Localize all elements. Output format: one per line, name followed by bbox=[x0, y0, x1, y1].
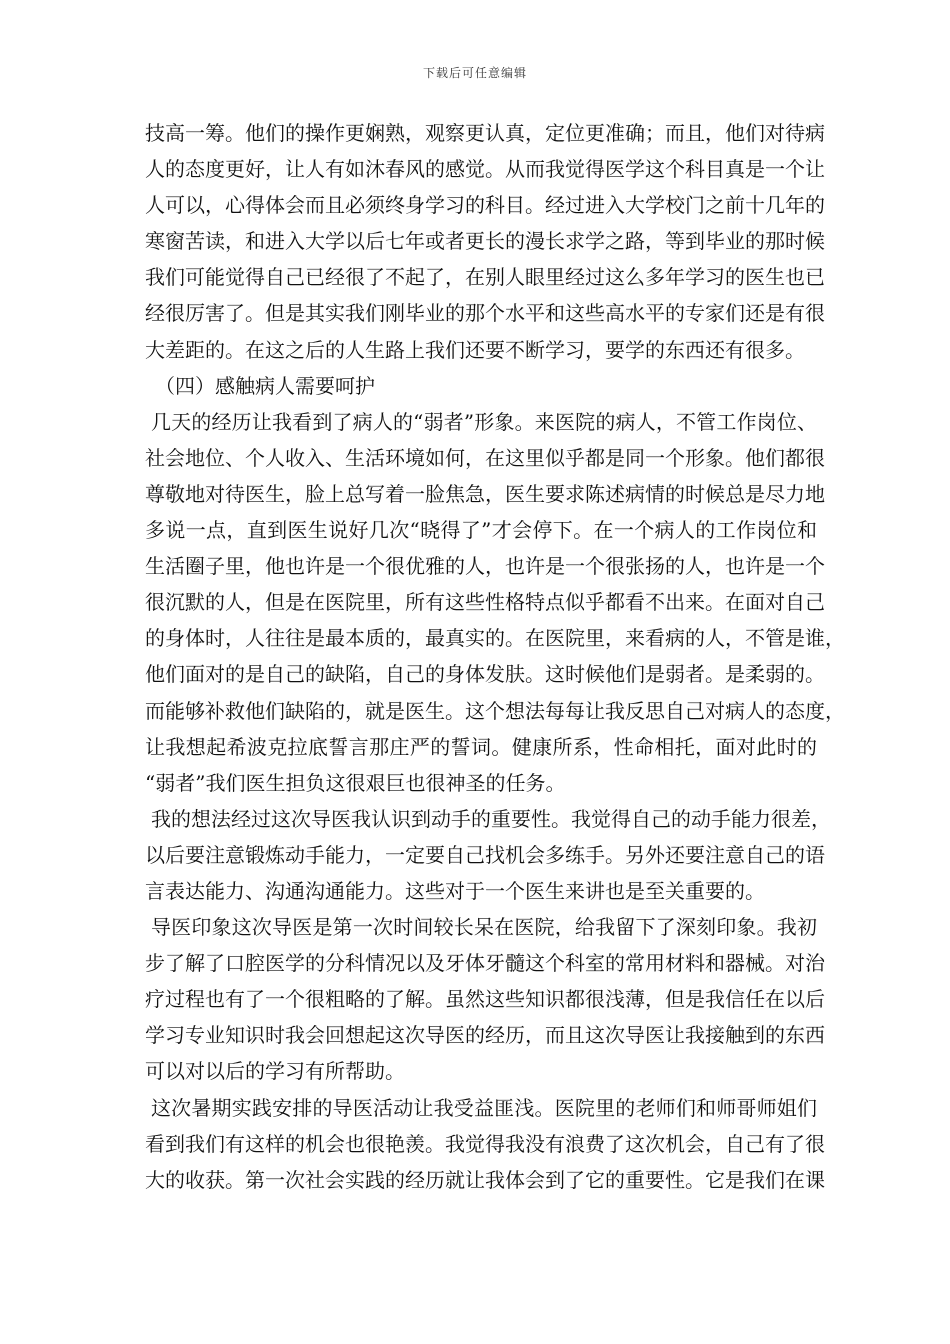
paragraph-continuation bbox=[145, 115, 825, 368]
text-line: 这次暑期实践安排的导医活动让我受益匪浅。医院里的老师们和师哥师姐们 bbox=[151, 1095, 817, 1120]
text-line: 大的收获。第一次社会实践的经历就让我体会到了它的重要性。它是我们在课 bbox=[145, 1167, 825, 1192]
text-line: 看到我们有这样的机会也很艳羡。我觉得我没有浪费了这次机会，自己有了很 bbox=[145, 1131, 825, 1156]
text-line: 导医印象这次导医是第一次时间较长呆在医院，给我留下了深刻印象。我初 bbox=[151, 915, 817, 940]
text-line: 多说一点，直到医生说好几次“晓得了”才会停下。在一个病人的工作岗位和 bbox=[145, 518, 817, 543]
paragraph-patient-care bbox=[145, 404, 845, 801]
text-line: 学习专业知识时我会回想起这次导医的经历，而且这次导医让我接触到的东西 bbox=[145, 1023, 825, 1048]
paragraph-impression bbox=[145, 909, 825, 1089]
heading-text: （四）感触病人需要呵护 bbox=[155, 373, 375, 398]
text-line: 疗过程也有了一个很粗略的了解。虽然这些知识都很浅薄，但是我信任在以后 bbox=[145, 987, 825, 1012]
text-line: 很沉默的人，但是在医院里，所有这些性格特点似乎都看不出来。在面对自己 bbox=[145, 590, 825, 615]
paragraph-hands-on bbox=[145, 801, 831, 909]
text-line: 让我想起希波克拉底誓言那庄严的誓词。健康所系，性命相托，面对此时的 bbox=[145, 734, 817, 759]
text-line: 而能够补救他们缺陷的，就是医生。这个想法每每让我反思自己对病人的态度， bbox=[145, 698, 845, 723]
text-line: 步了解了口腔医学的分科情况以及牙体牙髓这个科室的常用材料和器械。对治 bbox=[145, 951, 825, 976]
text-line: 以后要注意锻炼动手能力，一定要自己找机会多练手。另外还要注意自己的语 bbox=[145, 842, 825, 867]
text-line: 我们可能觉得自己已经很了不起了，在别人眼里经过这么多年学习的医生也已 bbox=[145, 265, 825, 290]
text-line: 经很厉害了。但是其实我们刚毕业的那个水平和这些高水平的专家们还是有很 bbox=[145, 301, 825, 326]
text-line: 寒窗苦读，和进入大学以后七年或者更长的漫长求学之路，等到毕业的那时候 bbox=[145, 229, 825, 254]
text-line: 尊敬地对待医生，脸上总写着一脸焦急，医生要求陈述病情的时候总是尽力地 bbox=[145, 481, 825, 506]
page-header: 下载后可任意编辑 bbox=[422, 66, 527, 80]
text-line: 的身体时，人往往是最本质的，最真实的。在医院里，来看病的人，不管是谁， bbox=[145, 626, 845, 651]
text-line: 社会地位、个人收入、生活环境如何，在这里似乎都是同一个形象。他们都很 bbox=[145, 445, 825, 470]
paragraph-summer-practice bbox=[145, 1090, 825, 1198]
text-line: “弱者”我们医生担负这很艰巨也很神圣的任务。 bbox=[145, 770, 566, 795]
text-line: 人的态度更好，让人有如沐春风的感觉。从而我觉得医学这个科目真是一个让 bbox=[145, 157, 825, 182]
text-line: 我的想法经过这次导医我认识到动手的重要性。我觉得自己的动手能力很差， bbox=[151, 806, 831, 831]
section-heading bbox=[145, 368, 817, 404]
text-line: 生活圈子里，他也许是一个很优雅的人，也许是一个很张扬的人，也许是一个 bbox=[145, 554, 825, 579]
text-line: 他们面对的是自己的缺陷，自己的身体发肤。这时候他们是弱者。是柔弱的。 bbox=[145, 662, 825, 687]
text-line: 可以对以后的学习有所帮助。 bbox=[145, 1059, 405, 1084]
text-line: 人可以，心得体会而且必须终身学习的科目。经过进入大学校门之前十几年的 bbox=[145, 193, 825, 218]
text-line: 言表达能力、沟通沟通能力。这些对于一个医生来讲也是至关重要的。 bbox=[145, 878, 765, 903]
text-line: 大差距的。在这之后的人生路上我们还要不断学习，要学的东西还有很多。 bbox=[145, 337, 805, 362]
text-line: 技高一筹。他们的操作更娴熟，观察更认真，定位更准确；而且，他们对待病 bbox=[145, 121, 825, 145]
document-body bbox=[145, 115, 845, 1198]
text-line: 几天的经历让我看到了病人的“弱者”形象。来医院的病人，不管工作岗位、 bbox=[151, 409, 817, 434]
